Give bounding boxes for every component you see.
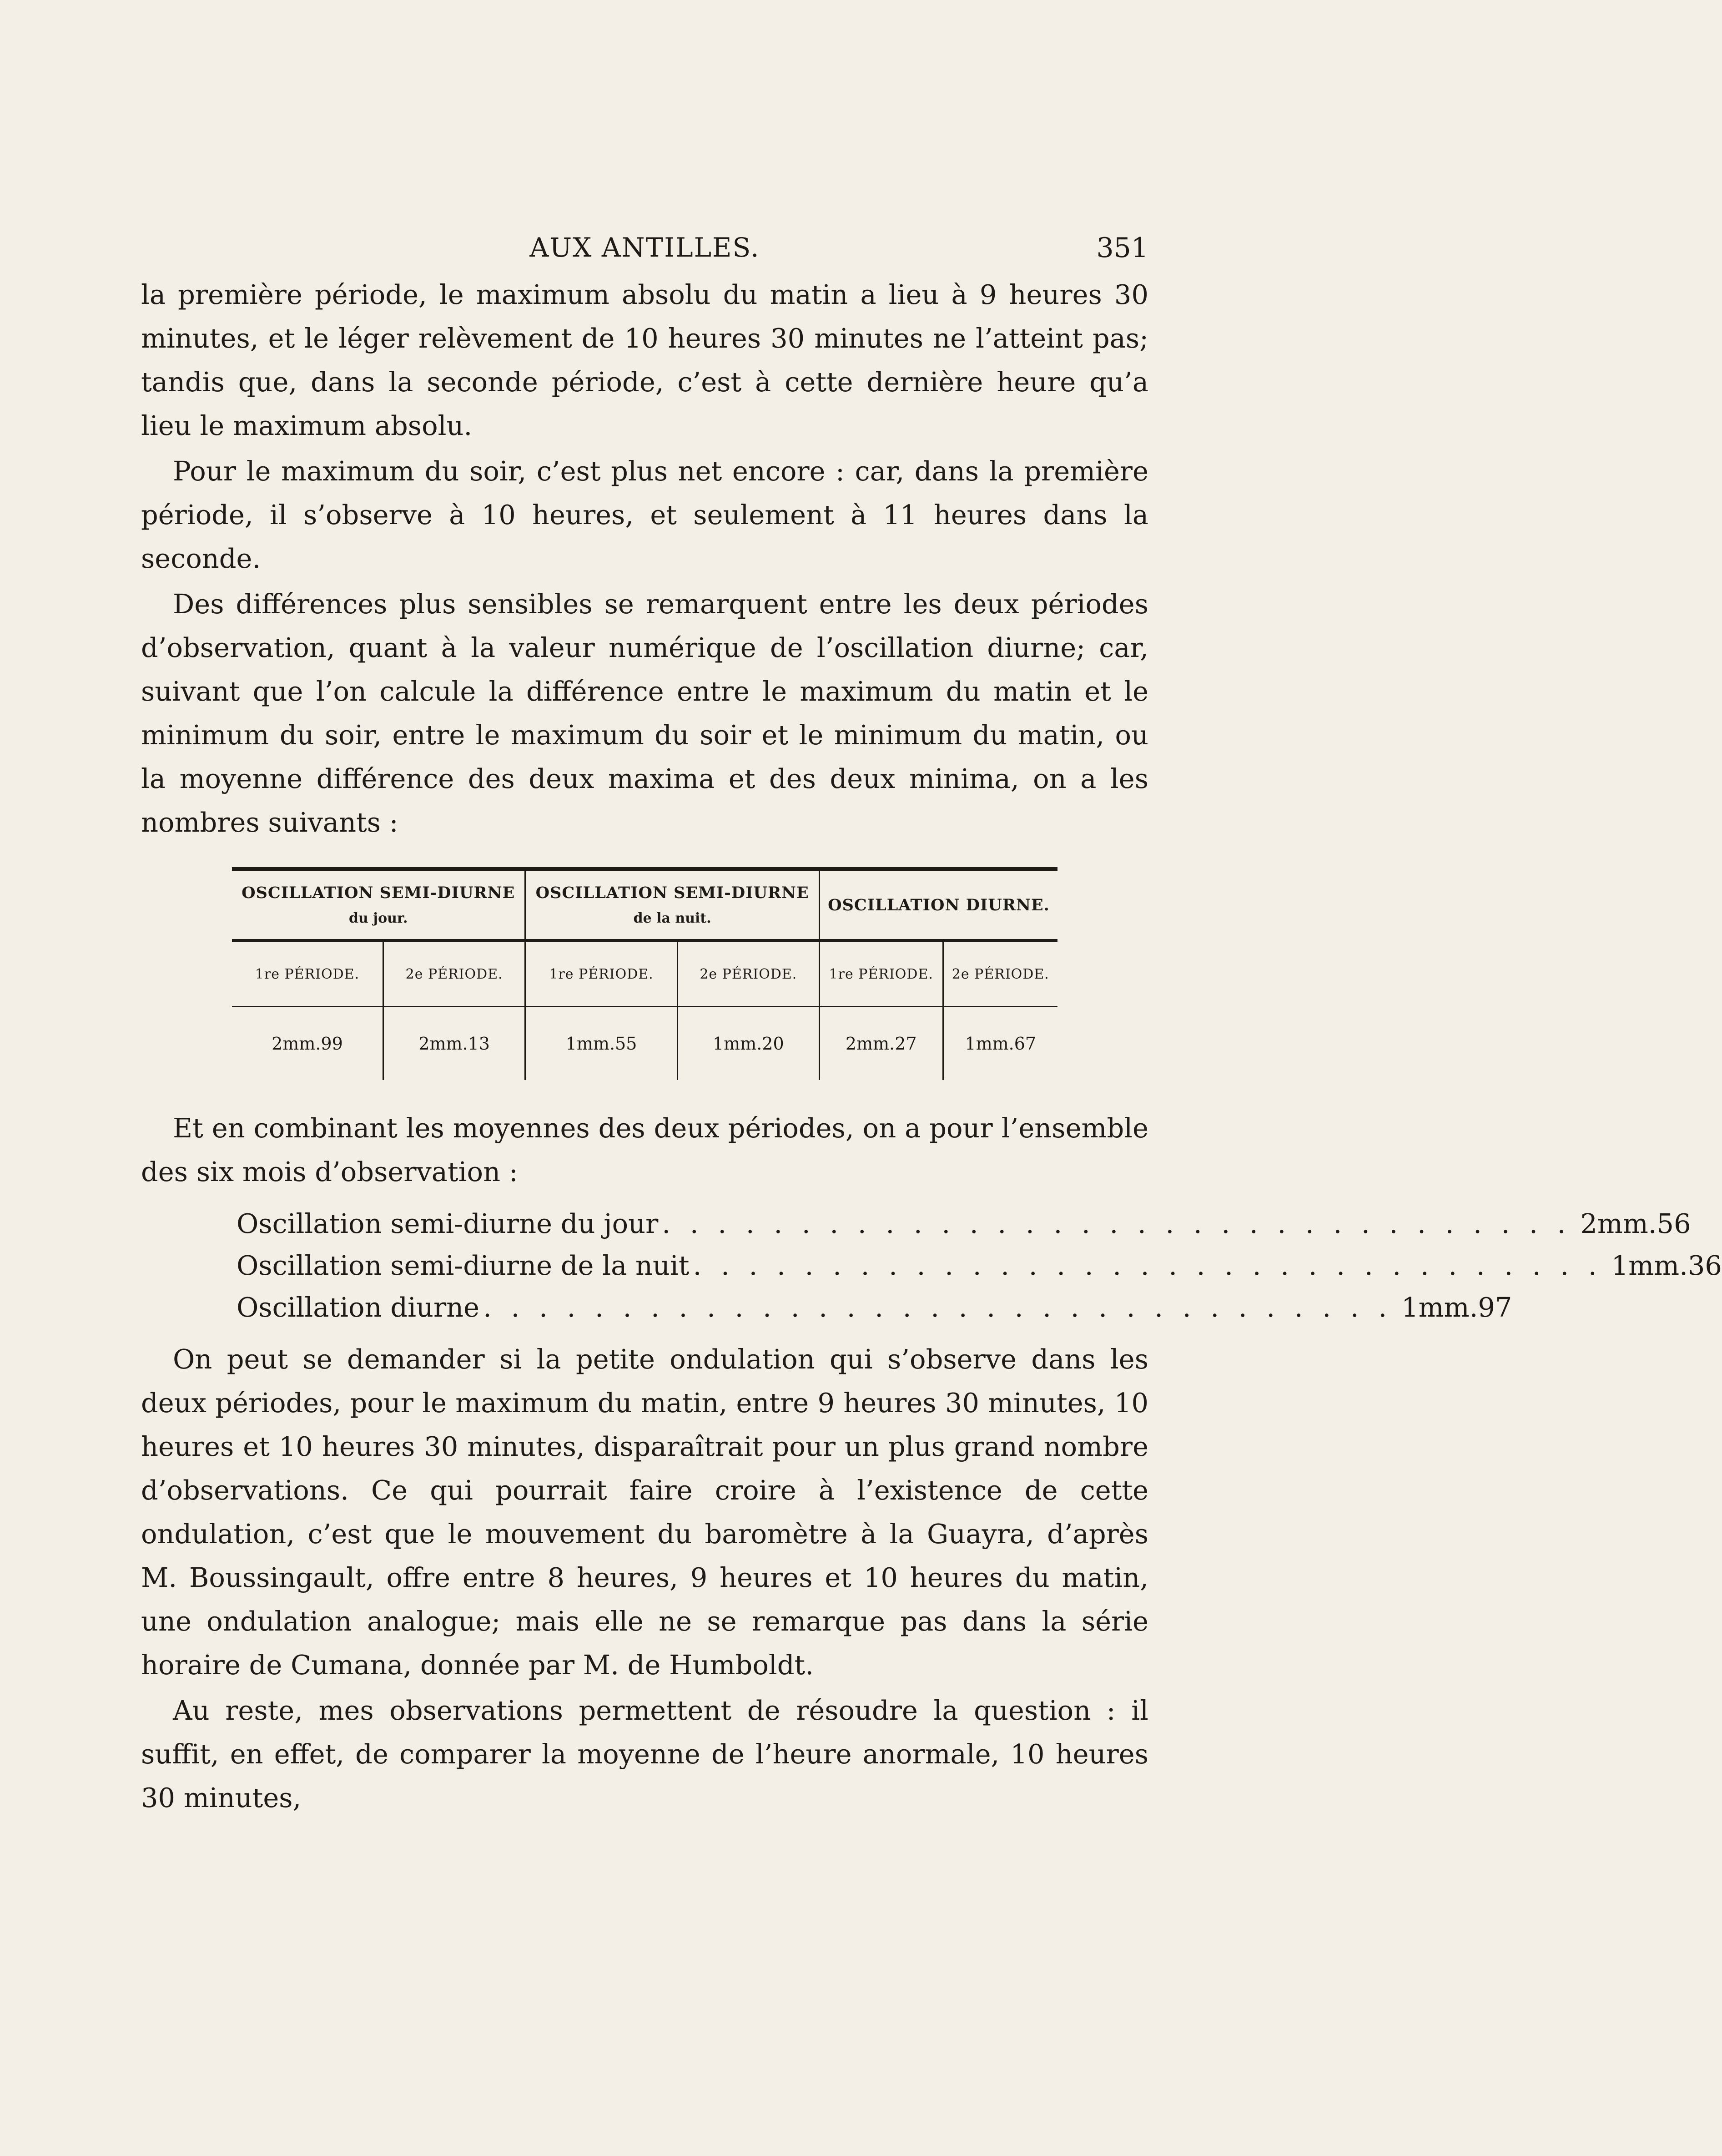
summary-label: Oscillation semi-diurne du jour (237, 1208, 659, 1239)
page-header (141, 232, 1148, 273)
paragraph: Et en combinant les moyennes des deux périodes, on a pour l’ensemble des six mois d’observation : (141, 1112, 1148, 1187)
group-header (232, 869, 525, 941)
table-cell: 1mm.67 (965, 1034, 1037, 1054)
summary-row (237, 1287, 1512, 1328)
group-title: OSCILLATION SEMI-DIURNE (535, 884, 809, 902)
paragraph: Des différences plus sensibles se remarquent entre les deux périodes d’observation, quant à la valeur numérique de l’oscillation diurne; car, suivant que l’on calcule la différence entre le maximum du matin et le minimum du soir, entre le maximum du soir et le minimum du matin, ou la moyenne différence des deux maxima et des deux minima, on a les nombres suivants : (141, 588, 1148, 838)
running-title: AUX ANTILLES. (529, 232, 760, 263)
table-cell: 2mm.99 (232, 1007, 383, 1081)
paragraph: la première période, le maximum absolu du matin a lieu à 9 heures 30 minutes, et le léger relèvement de 10 heures 30 minutes ne l’atteint pas; tandis que, dans la seconde période, c’est à cette dernière heure qu’a lieu le maximum absolu. (141, 279, 1148, 441)
group-header (525, 869, 820, 941)
summary-list (237, 1203, 1722, 1328)
page-number: 351 (1096, 232, 1148, 264)
leader-dots: . . . . . . . . . . . . . . . . . . . . . . . . . . . . . . . . . (483, 1292, 1393, 1323)
paragraph: On peut se demander si la petite ondulation qui s’observe dans les deux périodes, pour le maximum du matin, entre 9 heures 30 minutes, 10 heures et 10 heures 30 minutes, disparaîtrait pour un plus grand nombre d’observations. Ce qui pourrait faire croire à l’existence de cette ondulation, c’est que le mouvement du baromètre à la Guayra, d’après M. Boussingault, offre entre 8 heures, 9 heures et 10 heures du matin, une ondulation analogue; mais elle ne se remarque pas dans la série horaire de Cumana, donnée par M. de Humboldt. (141, 1343, 1148, 1681)
group-header (819, 869, 1057, 941)
paragraph: Au reste, mes observations permettent de résoudre la question : il suffit, en effet, de comparer la moyenne de l’heure anormale, 10 heures 30 minutes, (141, 1695, 1148, 1813)
group-subtitle: de la nuit. (633, 910, 711, 926)
oscillation-table (232, 867, 1057, 1080)
table-cell: 1mm.55 (525, 1007, 677, 1081)
table-cell: 2mm.27 (819, 1007, 943, 1081)
group-subtitle: du jour. (349, 910, 408, 926)
column-header: 1re PÉRIODE. (525, 941, 677, 1007)
column-header: 1re PÉRIODE. (232, 941, 383, 1007)
leader-dots: . . . . . . . . . . . . . . . . . . . . . . . . . . . . . . . . . (693, 1250, 1602, 1281)
column-header: 2e PÉRIODE. (677, 941, 819, 1007)
column-header: 2e PÉRIODE. (383, 941, 525, 1007)
page (141, 232, 1722, 1820)
leader-dots: . . . . . . . . . . . . . . . . . . . . . . . . . . . . . . . . . (662, 1208, 1571, 1239)
summary-row (237, 1245, 1722, 1287)
summary-value: 1mm.36 (1611, 1250, 1722, 1281)
column-header: 2e PÉRIODE. (943, 941, 1057, 1007)
table-cell: 1mm.20 (677, 1007, 819, 1081)
column-header: 1re PÉRIODE. (819, 941, 943, 1007)
summary-label: Oscillation diurne (237, 1292, 480, 1323)
summary-value: 2mm.56 (1580, 1208, 1691, 1239)
paragraph: Pour le maximum du soir, c’est plus net encore : car, dans la première période, il s’observe à 10 heures, et seulement à 11 heures dans la seconde. (141, 455, 1148, 574)
summary-value: 1mm.97 (1401, 1292, 1512, 1323)
oscillation-table-wrap (141, 867, 1148, 1080)
group-title: OSCILLATION SEMI-DIURNE (242, 884, 515, 902)
summary-label: Oscillation semi-diurne de la nuit (237, 1250, 690, 1281)
table-cell: 2mm.13 (383, 1007, 525, 1081)
group-title: OSCILLATION DIURNE. (828, 895, 1050, 914)
summary-row (237, 1203, 1691, 1245)
